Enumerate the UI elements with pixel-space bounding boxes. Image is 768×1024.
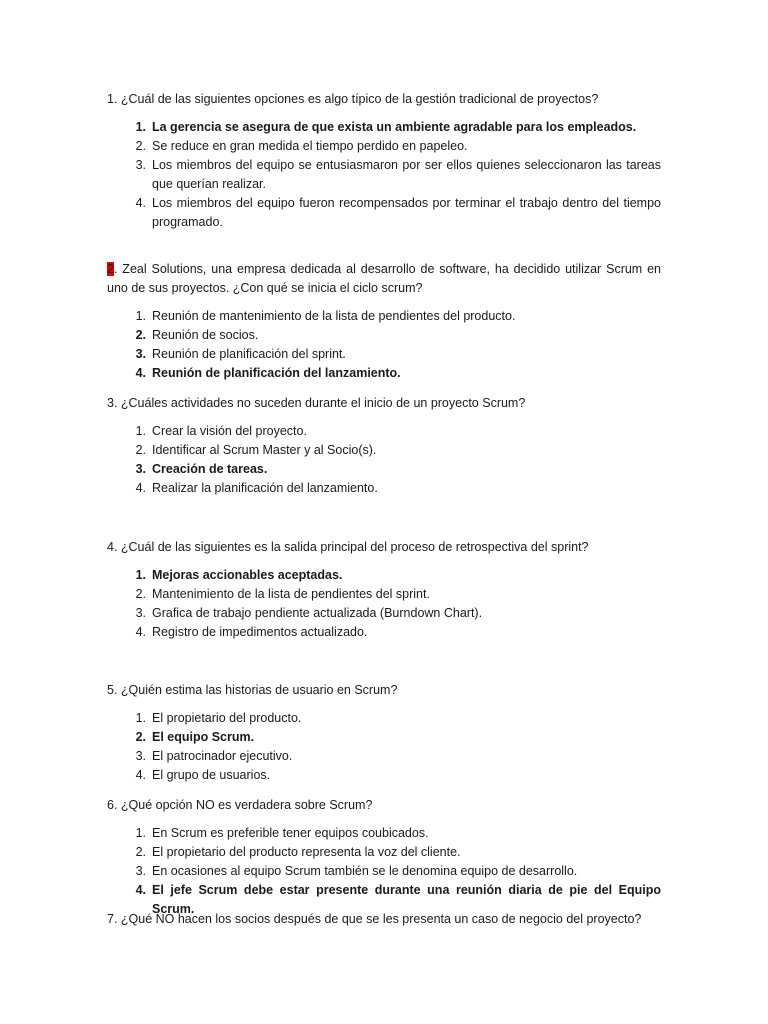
option: 2. Reunión de socios. — [135, 328, 259, 342]
question-5 — [107, 681, 661, 785]
question-text: 4. ¿Cuál de las siguientes es la salida principal del proceso de retrospectiva del sprint? — [107, 540, 589, 554]
option: 3. Los miembros del equipo se entusiasmaron por ser ellos quienes seleccionaron las tareas que querían realizar. — [135, 158, 661, 191]
option: 3. Reunión de planificación del sprint. — [135, 347, 346, 361]
option: 1. La gerencia se asegura de que exista un ambiente agradable para los empleados. — [135, 120, 637, 134]
question-text: 1. ¿Cuál de las siguientes opciones es algo típico de la gestión tradicional de proyectos? — [107, 92, 599, 106]
option: 1. Crear la visión del proyecto. — [135, 424, 307, 438]
option: 1. Mejoras accionables aceptadas. — [135, 568, 343, 582]
option-list — [107, 709, 661, 785]
question-7 — [107, 910, 661, 929]
option: 4. Realizar la planificación del lanzamiento. — [135, 481, 378, 495]
option: 3. Grafica de trabajo pendiente actualizada (Burndown Chart). — [135, 606, 483, 620]
option: 2. Se reduce en gran medida el tiempo perdido en papeleo. — [135, 139, 468, 153]
question-4 — [107, 538, 661, 642]
option: 1. El propietario del producto. — [135, 711, 302, 725]
option: 4. El jefe Scrum debe estar presente durante una reunión diaria de pie del Equipo Scrum. — [135, 883, 661, 916]
question-3 — [107, 394, 661, 498]
option-list — [107, 307, 661, 383]
option: 2. Mantenimiento de la lista de pendientes del sprint. — [135, 587, 430, 601]
option-list — [107, 824, 661, 919]
option: 4. El grupo de usuarios. — [135, 768, 271, 782]
option: 3. En ocasiones al equipo Scrum también se le denomina equipo de desarrollo. — [135, 864, 578, 878]
question-text: 5. ¿Quién estima las historias de usuario en Scrum? — [107, 683, 398, 697]
question-2 — [107, 260, 661, 383]
question-text: 3. ¿Cuáles actividades no suceden durante el inicio de un proyecto Scrum? — [107, 396, 526, 410]
question-text: 2. Zeal Solutions, una empresa dedicada al desarrollo de software, ha decidido utilizar Scrum en uno de sus proyectos. ¿Con qué se inicia el ciclo scrum? — [107, 262, 661, 295]
option: 1. Reunión de mantenimiento de la lista de pendientes del producto. — [135, 309, 516, 323]
option: 4. Registro de impedimentos actualizado. — [135, 625, 368, 639]
highlighted-number: 2 — [107, 262, 114, 276]
question-text: 6. ¿Qué opción NO es verdadera sobre Scrum? — [107, 798, 373, 812]
option-list — [107, 118, 661, 232]
option: 1. En Scrum es preferible tener equipos coubicados. — [135, 826, 429, 840]
question-6 — [107, 796, 661, 919]
question-1 — [107, 90, 661, 232]
option-list — [107, 422, 661, 498]
option: 3. Creación de tareas. — [135, 462, 268, 476]
option-list — [107, 566, 661, 642]
question-text: 7. ¿Qué NO hacen los socios después de que se les presenta un caso de negocio del proyecto? — [107, 912, 642, 926]
option: 4. Reunión de planificación del lanzamiento. — [135, 366, 401, 380]
option: 2. El equipo Scrum. — [135, 730, 255, 744]
option: 2. Identificar al Scrum Master y al Socio(s). — [135, 443, 377, 457]
option: 3. El patrocinador ejecutivo. — [135, 749, 293, 763]
option: 2. El propietario del producto representa la voz del cliente. — [135, 845, 461, 859]
option: 4. Los miembros del equipo fueron recompensados por terminar el trabajo dentro del tiempo programado. — [135, 196, 661, 229]
